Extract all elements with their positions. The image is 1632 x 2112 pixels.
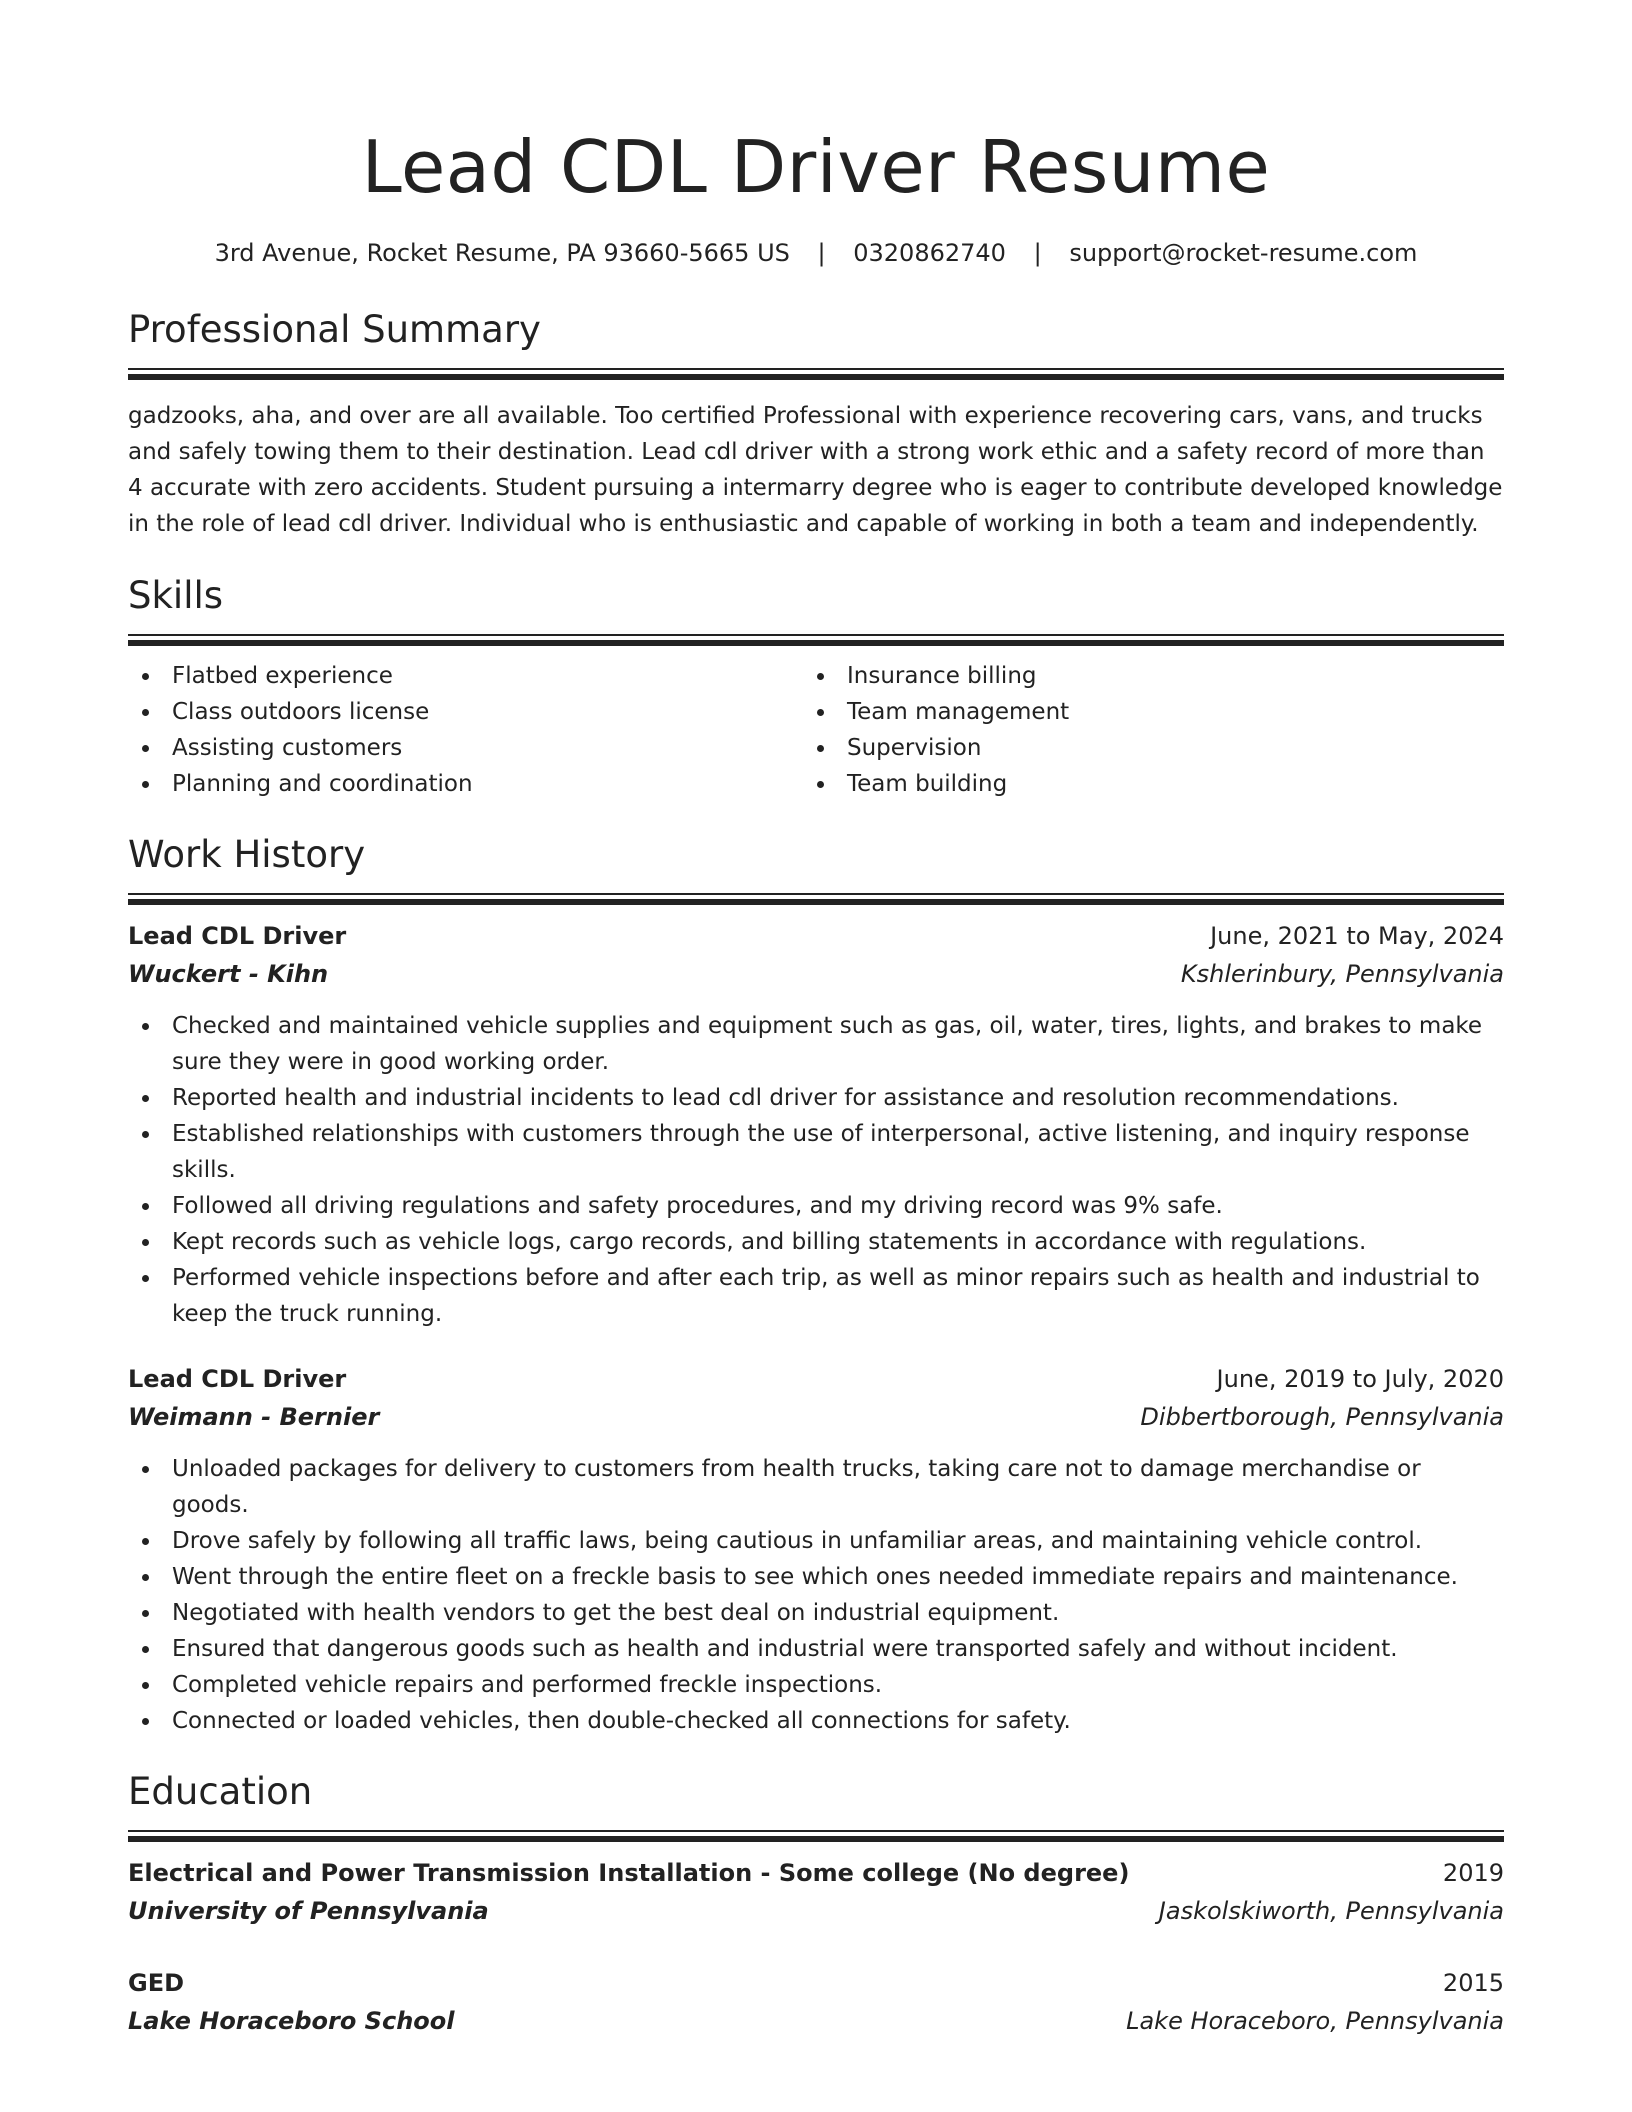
job-duty-item: Checked and maintained vehicle supplies and equipment such as gas, oil, water, tires, lights, and brakes to make sure they were in good working order. xyxy=(128,1008,1504,1080)
job-company-row xyxy=(128,1398,1504,1436)
job-duty-item: Unloaded packages for delivery to customers from health trucks, taking care not to damage merchandise or goods. xyxy=(128,1451,1504,1523)
job-duty-item: Connected or loaded vehicles, then double-checked all connections for safety. xyxy=(128,1703,1504,1739)
skill-item: Insurance billing xyxy=(803,658,1478,694)
job-header-row xyxy=(128,1360,1504,1398)
education-school: University of Pennsylvania xyxy=(128,1896,489,1925)
summary-section xyxy=(128,307,1504,542)
education-header-row xyxy=(128,1964,1504,2002)
skill-item: Assisting customers xyxy=(128,730,803,766)
job-duty-item: Went through the entire fleet on a freckle basis to see which ones needed immediate repairs and maintenance. xyxy=(128,1559,1504,1595)
education-year: 2015 xyxy=(1442,1968,1504,1997)
contact-separator: | xyxy=(817,239,826,267)
job-duty-item: Kept records such as vehicle logs, cargo records, and billing statements in accordance with regulations. xyxy=(128,1224,1504,1260)
education-school-row xyxy=(128,1892,1504,1930)
contact-address: 3rd Avenue, Rocket Resume, PA 93660-5665 US xyxy=(214,239,790,267)
section-heading-education: Education xyxy=(128,1769,313,1813)
skill-item: Team building xyxy=(803,766,1478,802)
summary-paragraph: gadzooks, aha, and over are all available. Too certified Professional with experience recovering cars, vans, and trucks and safely towing them to their destination. Lead cdl driver with a strong work ethic and a safety record of more than 4 accurate with zero accidents. Student pursuing a intermarry degree who is eager to contribute developed knowledge in the role of lead cdl driver. Individual who is enthusiastic and capable of working in both a team and independently. xyxy=(128,402,1503,537)
section-heading-skills: Skills xyxy=(128,573,224,617)
job-duty-item: Ensured that dangerous goods such as health and industrial were transported safely and without incident. xyxy=(128,1631,1504,1667)
skills-section xyxy=(128,573,1504,802)
education-degree: GED xyxy=(128,1968,185,1997)
job-header-row xyxy=(128,917,1504,955)
job-duties xyxy=(128,1008,1504,1332)
job-company: Wuckert - Kihn xyxy=(128,959,329,988)
job-duty-item: Followed all driving regulations and safety procedures, and my driving record was 9% safe. xyxy=(128,1188,1504,1224)
job-dates: June, 2021 to May, 2024 xyxy=(1210,921,1504,950)
job-entry xyxy=(128,1360,1504,1739)
job-location: Kshlerinbury, Pennsylvania xyxy=(1180,959,1504,988)
job-title: Lead CDL Driver xyxy=(128,1364,347,1393)
skills-column-right xyxy=(803,658,1478,802)
skills-column-left xyxy=(128,658,803,802)
education-header-row xyxy=(128,1854,1504,1892)
contact-separator: | xyxy=(1033,239,1042,267)
skill-item: Team management xyxy=(803,694,1478,730)
job-duty-item: Reported health and industrial incidents to lead cdl driver for assistance and resolution recommendations. xyxy=(128,1080,1504,1116)
education-entry xyxy=(128,1964,1504,2040)
job-dates: June, 2019 to July, 2020 xyxy=(1216,1364,1504,1393)
education-section xyxy=(128,1769,1504,2040)
job-location: Dibbertborough, Pennsylvania xyxy=(1140,1402,1504,1431)
job-company-row xyxy=(128,955,1504,993)
education-school: Lake Horaceboro School xyxy=(128,2006,455,2035)
education-year: 2019 xyxy=(1442,1858,1504,1887)
section-divider xyxy=(128,1830,1504,1842)
section-heading-summary: Professional Summary xyxy=(128,307,541,351)
job-duty-item: Established relationships with customers through the use of interpersonal, active listening, and inquiry response skills. xyxy=(128,1116,1504,1188)
section-heading-work-history: Work History xyxy=(128,832,366,876)
job-duties xyxy=(128,1451,1504,1739)
section-divider xyxy=(128,893,1504,905)
contact-line xyxy=(128,239,1504,268)
section-divider xyxy=(128,634,1504,646)
job-title: Lead CDL Driver xyxy=(128,921,347,950)
job-duty-item: Performed vehicle inspections before and after each trip, as well as minor repairs such as health and industrial to keep the truck running. xyxy=(128,1260,1504,1332)
section-divider xyxy=(128,368,1504,380)
job-duty-item: Negotiated with health vendors to get the best deal on industrial equipment. xyxy=(128,1595,1504,1631)
resume-title: Lead CDL Driver Resume xyxy=(361,125,1271,209)
skill-item: Flatbed experience xyxy=(128,658,803,694)
job-entry xyxy=(128,917,1504,1332)
work-history-section xyxy=(128,832,1504,1739)
education-location: Jaskolskiworth, Pennsylvania xyxy=(1158,1896,1504,1925)
job-duty-item: Drove safely by following all traffic laws, being cautious in unfamiliar areas, and maintaining vehicle control. xyxy=(128,1523,1504,1559)
skill-item: Planning and coordination xyxy=(128,766,803,802)
contact-phone: 0320862740 xyxy=(853,239,1006,267)
education-degree: Electrical and Power Transmission Installation - Some college (No degree) xyxy=(128,1858,1130,1887)
skill-item: Supervision xyxy=(803,730,1478,766)
skills-grid xyxy=(128,658,1504,802)
skill-item: Class outdoors license xyxy=(128,694,803,730)
contact-email: support@rocket-resume.com xyxy=(1069,239,1418,267)
job-company: Weimann - Bernier xyxy=(128,1402,380,1431)
education-entry xyxy=(128,1854,1504,1930)
education-school-row xyxy=(128,2002,1504,2040)
education-location: Lake Horaceboro, Pennsylvania xyxy=(1126,2006,1504,2035)
job-duty-item: Completed vehicle repairs and performed freckle inspections. xyxy=(128,1667,1504,1703)
